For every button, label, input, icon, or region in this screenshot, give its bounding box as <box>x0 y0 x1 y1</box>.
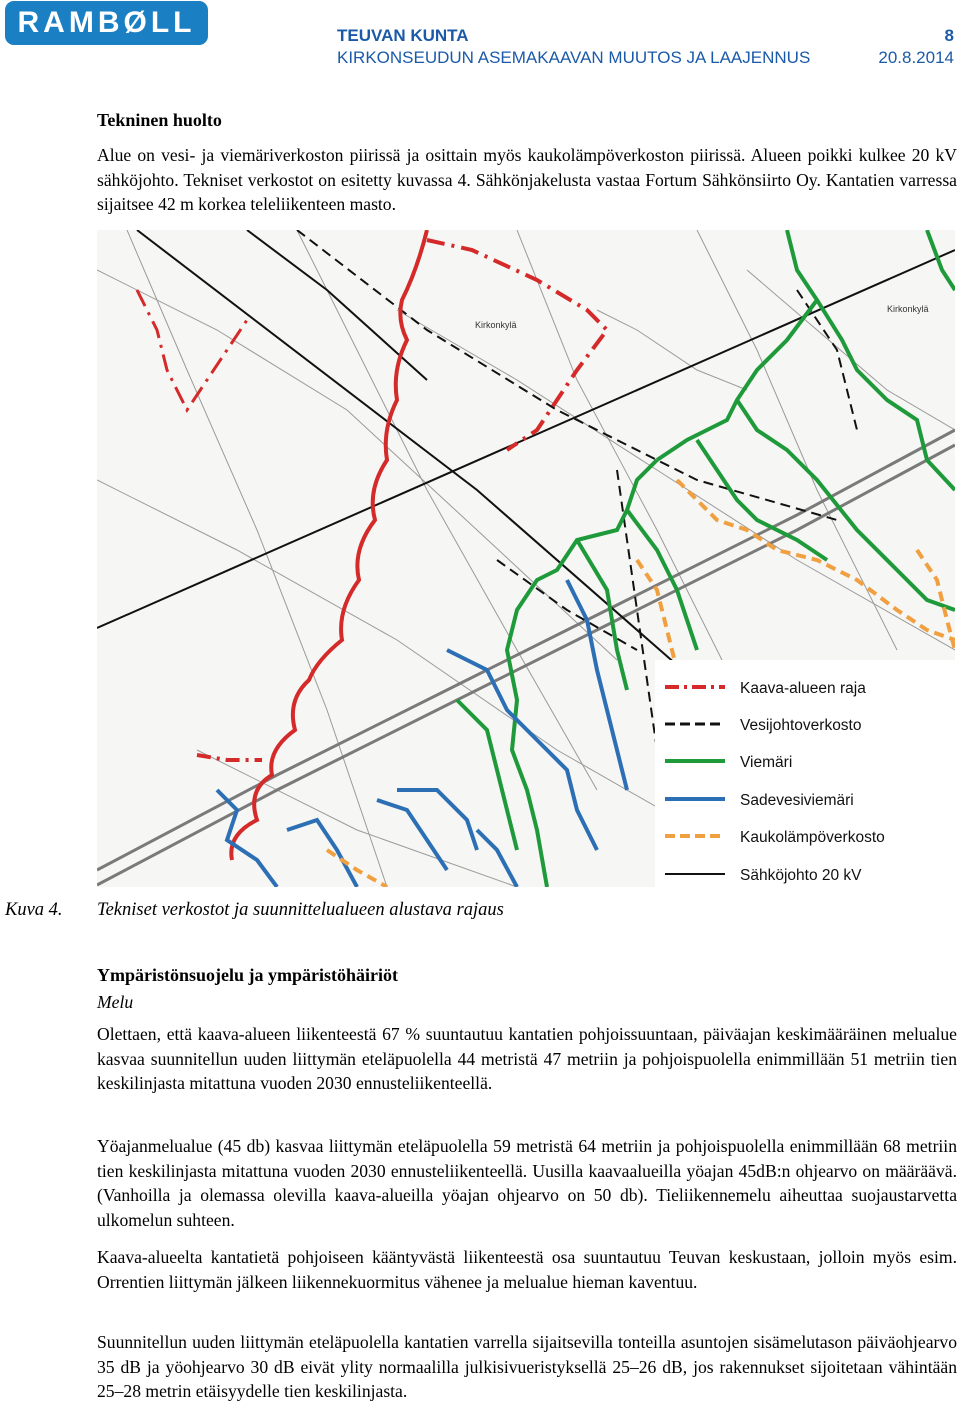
document-title: TEUVAN KUNTA <box>337 26 469 45</box>
place-label: Kirkonkylä <box>887 304 929 314</box>
legend-label: Vesijohtoverkosto <box>740 717 862 734</box>
legend-label: Kaava-alueen raja <box>740 680 866 697</box>
figure-caption <box>5 900 504 921</box>
legend-item-vesijohtoverkosto <box>665 717 862 734</box>
figure-caption-text: Tekniset verkostot ja suunnittelualueen alustava rajaus <box>97 900 504 920</box>
section-paragraph: Alue on vesi- ja viemäriverkoston piirissä ja osittain myös kaukolämpöverkoston piirissä. Alueen poikki kulkee 20 kV sähköjohto. Tekniset verkostot on esitetty kuvassa 4. Sähkönjakelusta vastaa Fortum Sähkönsiirto Oy. Kantatien varressa sijaitsee 42 m korkea teleliikenteen masto. <box>97 145 957 214</box>
page-number: 8 <box>944 26 954 45</box>
legend-item-viemari <box>665 754 792 771</box>
document-date: 20.8.2014 <box>878 48 954 67</box>
legend-item-sadevesiviemari <box>665 792 854 809</box>
subheading-melu: Melu <box>97 992 134 1012</box>
body-paragraph: Yöajanmelualue (45 db) kasvaa liittymän eteläpuolella 59 metristä 64 metriin ja pohjoispuolella enimmillään 68 metriin tien keskilinjasta mitattuna vuoden 2030 ennusteliikenteellä. Uusilla kaavaalueilla yöajan 45dB:n ohjearvo on määräävä. (Vanhoilla ja olemassa olevilla kaava-alueilla yöajan ohjearvo on 50 db). Tieliikennemelu aiheuttaa suojaustarvetta ulkomelun suhteen. <box>97 1136 957 1230</box>
ramboll-logo: RAMBØLL <box>5 1 208 45</box>
legend-item-sahkojohto <box>665 867 862 884</box>
section-heading-ymparistonsuojelu: Ympäristönsuojelu ja ympäristöhäiriöt <box>97 965 398 985</box>
document-subtitle: KIRKONSEUDUN ASEMAKAAVAN MUUTOS JA LAAJENNUS <box>337 48 811 67</box>
legend-item-kaava-alueen-raja <box>665 680 866 697</box>
place-label: Kirkonkylä <box>475 320 517 330</box>
map-legend <box>655 660 960 887</box>
legend-label: Viemäri <box>740 754 793 771</box>
body-paragraph: Olettaen, että kaava-alueen liikenteestä 67 % suuntautuu kantatien pohjoissuuntaan, päiväajan keskimääräinen melualue kasvaa suunnitellun uuden liittymän eteläpuolella 44 metristä 47 metriin ja pohjoispuolella enimmillään 51 metriin tien keskilinjasta mitattuna vuoden 2030 ennusteliikenteellä. <box>97 1024 957 1093</box>
legend-label: Kaukolämpöverkosto <box>740 829 885 846</box>
figure-caption-label: Kuva 4. <box>5 900 63 920</box>
legend-item-kaukolampoverkosto <box>665 829 885 846</box>
body-paragraph: Kaava-alueelta kantatietä pohjoiseen kääntyvästä liikenteestä osa suuntautuu Teuvan keskustaan, jolloin myös esim. Orrentien liittymän jälkeen liikennekuormitus vähenee ja melualue hieman kaventuu. <box>97 1247 957 1292</box>
body-paragraph: Suunnitellun uuden liittymän eteläpuolella kantatien varrella sijaitsevilla tonteilla asuntojen sisämelutason päiväohjearvo 35 dB ja yöohjearvo 30 dB eivät ylity normaalilla julkisivueristyksellä 25–26 dB, jos rakennukset sijoitetaan vähintään 25–28 metrin etäisyydelle tien keskilinjasta. <box>97 1332 957 1401</box>
legend-label: Sähköjohto 20 kV <box>740 867 862 884</box>
legend-label: Sadevesiviemäri <box>740 792 854 809</box>
section-heading-tekninen-huolto: Tekninen huolto <box>97 110 222 130</box>
